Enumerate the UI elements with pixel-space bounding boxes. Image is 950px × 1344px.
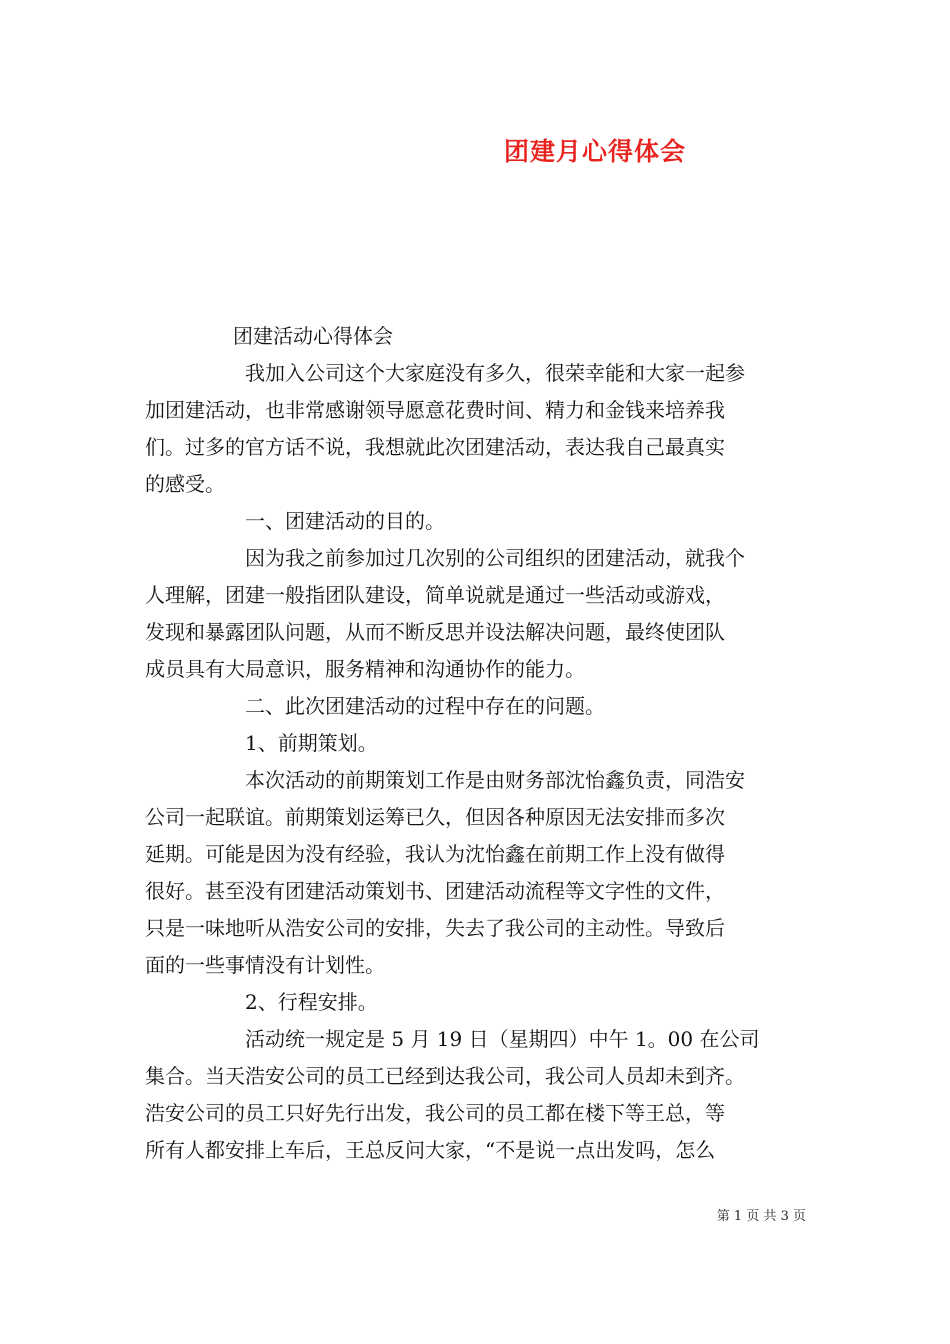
paragraph-line: 公司一起联谊。前期策划运筹已久，但因各种原因无法安排而多次 <box>145 805 725 829</box>
paragraph-line: 本次活动的前期策划工作是由财务部沈怡鑫负责，同浩安 <box>245 768 745 792</box>
paragraph-line: 们。过多的官方话不说，我想就此次团建活动，表达我自己最真实 <box>145 435 725 459</box>
subsection-heading: 2、行程安排。 <box>245 990 378 1014</box>
paragraph-line: 成员具有大局意识，服务精神和沟通协作的能力。 <box>145 657 585 681</box>
paragraph-line: 延期。可能是因为没有经验，我认为沈怡鑫在前期工作上没有做得 <box>145 842 725 866</box>
paragraph-line: 发现和暴露团队问题，从而不断反思并设法解决问题，最终使团队 <box>145 620 725 644</box>
page-number: 第 1 页 共 3 页 <box>716 1209 806 1224</box>
paragraph-line: 的感受。 <box>145 472 225 496</box>
section-heading: 二、此次团建活动的过程中存在的问题。 <box>245 694 605 718</box>
paragraph-line: 我加入公司这个大家庭没有多久，很荣幸能和大家一起参 <box>245 361 745 385</box>
paragraph-line: 浩安公司的员工只好先行出发，我公司的员工都在楼下等王总，等 <box>145 1101 725 1125</box>
paragraph-line: 加团建活动，也非常感谢领导愿意花费时间、精力和金钱来培养我 <box>145 398 725 422</box>
section-heading: 一、团建活动的目的。 <box>245 509 445 533</box>
document-body <box>145 318 813 1169</box>
paragraph-line: 很好。甚至没有团建活动策划书、团建活动流程等文字性的文件， <box>145 879 725 903</box>
document-title: 团建月心得体会 <box>503 137 686 166</box>
paragraph-line: 因为我之前参加过几次别的公司组织的团建活动，就我个 <box>245 546 745 570</box>
subsection-heading: 1、前期策划。 <box>245 731 378 755</box>
paragraph-line: 集合。当天浩安公司的员工已经到达我公司，我公司人员却未到齐。 <box>145 1064 745 1088</box>
section-subtitle: 团建活动心得体会 <box>233 324 393 348</box>
paragraph-line: 只是一味地听从浩安公司的安排，失去了我公司的主动性。导致后 <box>145 916 725 940</box>
paragraph-line: 活动统一规定是 5 月 19 日（星期四）中午 1。00 在公司 <box>245 1027 760 1051</box>
paragraph-line: 所有人都安排上车后，王总反问大家，“不是说一点出发吗，怎么 <box>145 1138 716 1162</box>
paragraph-line: 面的一些事情没有计划性。 <box>145 953 385 977</box>
paragraph-line: 人理解，团建一般指团队建设，简单说就是通过一些活动或游戏， <box>145 583 725 607</box>
